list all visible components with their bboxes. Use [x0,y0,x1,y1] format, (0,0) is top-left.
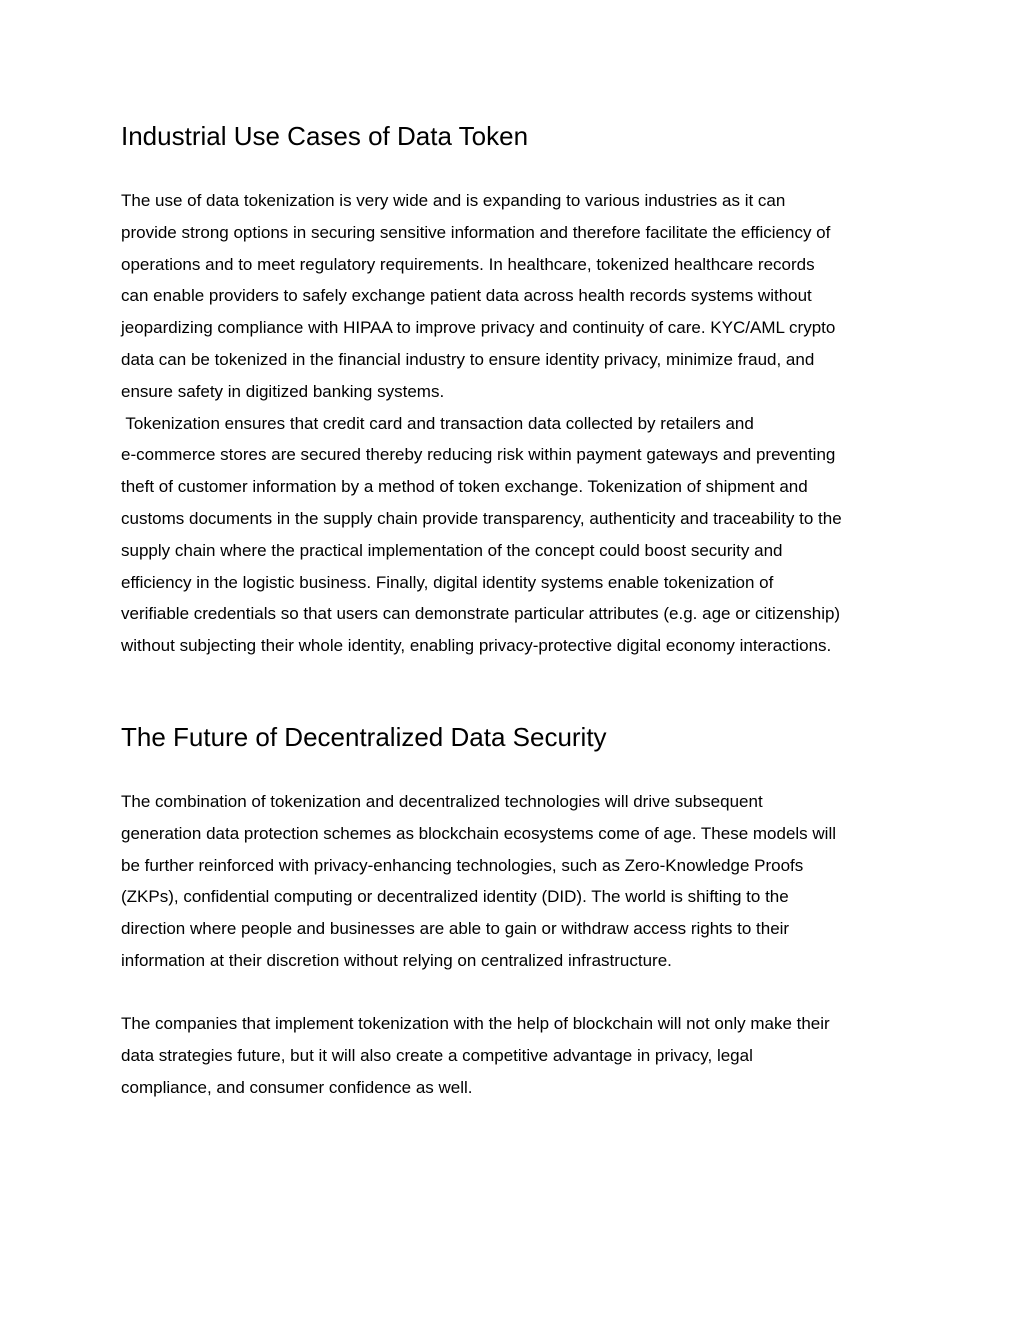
text-line: provide strong options in securing sensitive information and therefore facilitate the efficiency of [121,222,831,242]
text-line: Tokenization ensures that credit card and transaction data collected by retailers and [121,413,754,433]
text-line: data can be tokenized in the financial industry to ensure identity privacy, minimize fraud, and [121,349,815,369]
text-line: without subjecting their whole identity, enabling privacy-protective digital economy interactions. [121,636,832,656]
text-line: e-commerce stores are secured thereby reducing risk within payment gateways and preventing [121,445,836,465]
text-line: The combination of tokenization and decentralized technologies will drive subsequent [121,792,763,811]
paragraph-future-decentralized-security-1 [121,786,836,977]
text-line: jeopardizing compliance with HIPAA to improve privacy and continuity of care. KYC/AML crypto [121,318,836,338]
text-line: The use of data tokenization is very wide and is expanding to various industries as it can [121,191,786,210]
section-heading-future-decentralized-security: The Future of Decentralized Data Security [121,722,607,752]
paragraph-industrial-use-cases [121,185,842,662]
text-line: direction where people and businesses are able to gain or withdraw access rights to their [121,919,790,939]
text-line: (ZKPs), confidential computing or decentralized identity (DID). The world is shifting to the [121,887,789,907]
text-line: efficiency in the logistic business. Finally, digital identity systems enable tokenization of [121,572,774,592]
text-line: can enable providers to safely exchange patient data across health records systems without [121,286,812,306]
section-heading-industrial-use-cases: Industrial Use Cases of Data Token [121,121,529,151]
text-line: generation data protection schemes as blockchain ecosystems come of age. These models will [121,823,837,843]
paragraph-future-decentralized-security-2 [121,1008,830,1103]
text-line: verifiable credentials so that users can demonstrate particular attributes (e.g. age or citizenship) [121,604,841,624]
text-line: ensure safety in digitized banking systems. [121,381,445,401]
text-line: be further reinforced with privacy-enhancing technologies, such as Zero-Knowledge Proofs [121,855,804,875]
text-line: data strategies future, but it will also create a competitive advantage in privacy, legal [121,1045,753,1065]
text-line: information at their discretion without relying on centralized infrastructure. [121,950,672,970]
text-line: The companies that implement tokenization with the help of blockchain will not only make their [121,1014,830,1033]
text-line: customs documents in the supply chain provide transparency, authenticity and traceability to the [121,508,842,528]
text-line: supply chain where the practical implementation of the concept could boost security and [121,540,783,560]
text-line: operations and to meet regulatory requirements. In healthcare, tokenized healthcare records [121,254,815,274]
text-line: theft of customer information by a method of token exchange. Tokenization of shipment and [121,477,808,497]
text-line: compliance, and consumer confidence as well. [121,1077,473,1097]
